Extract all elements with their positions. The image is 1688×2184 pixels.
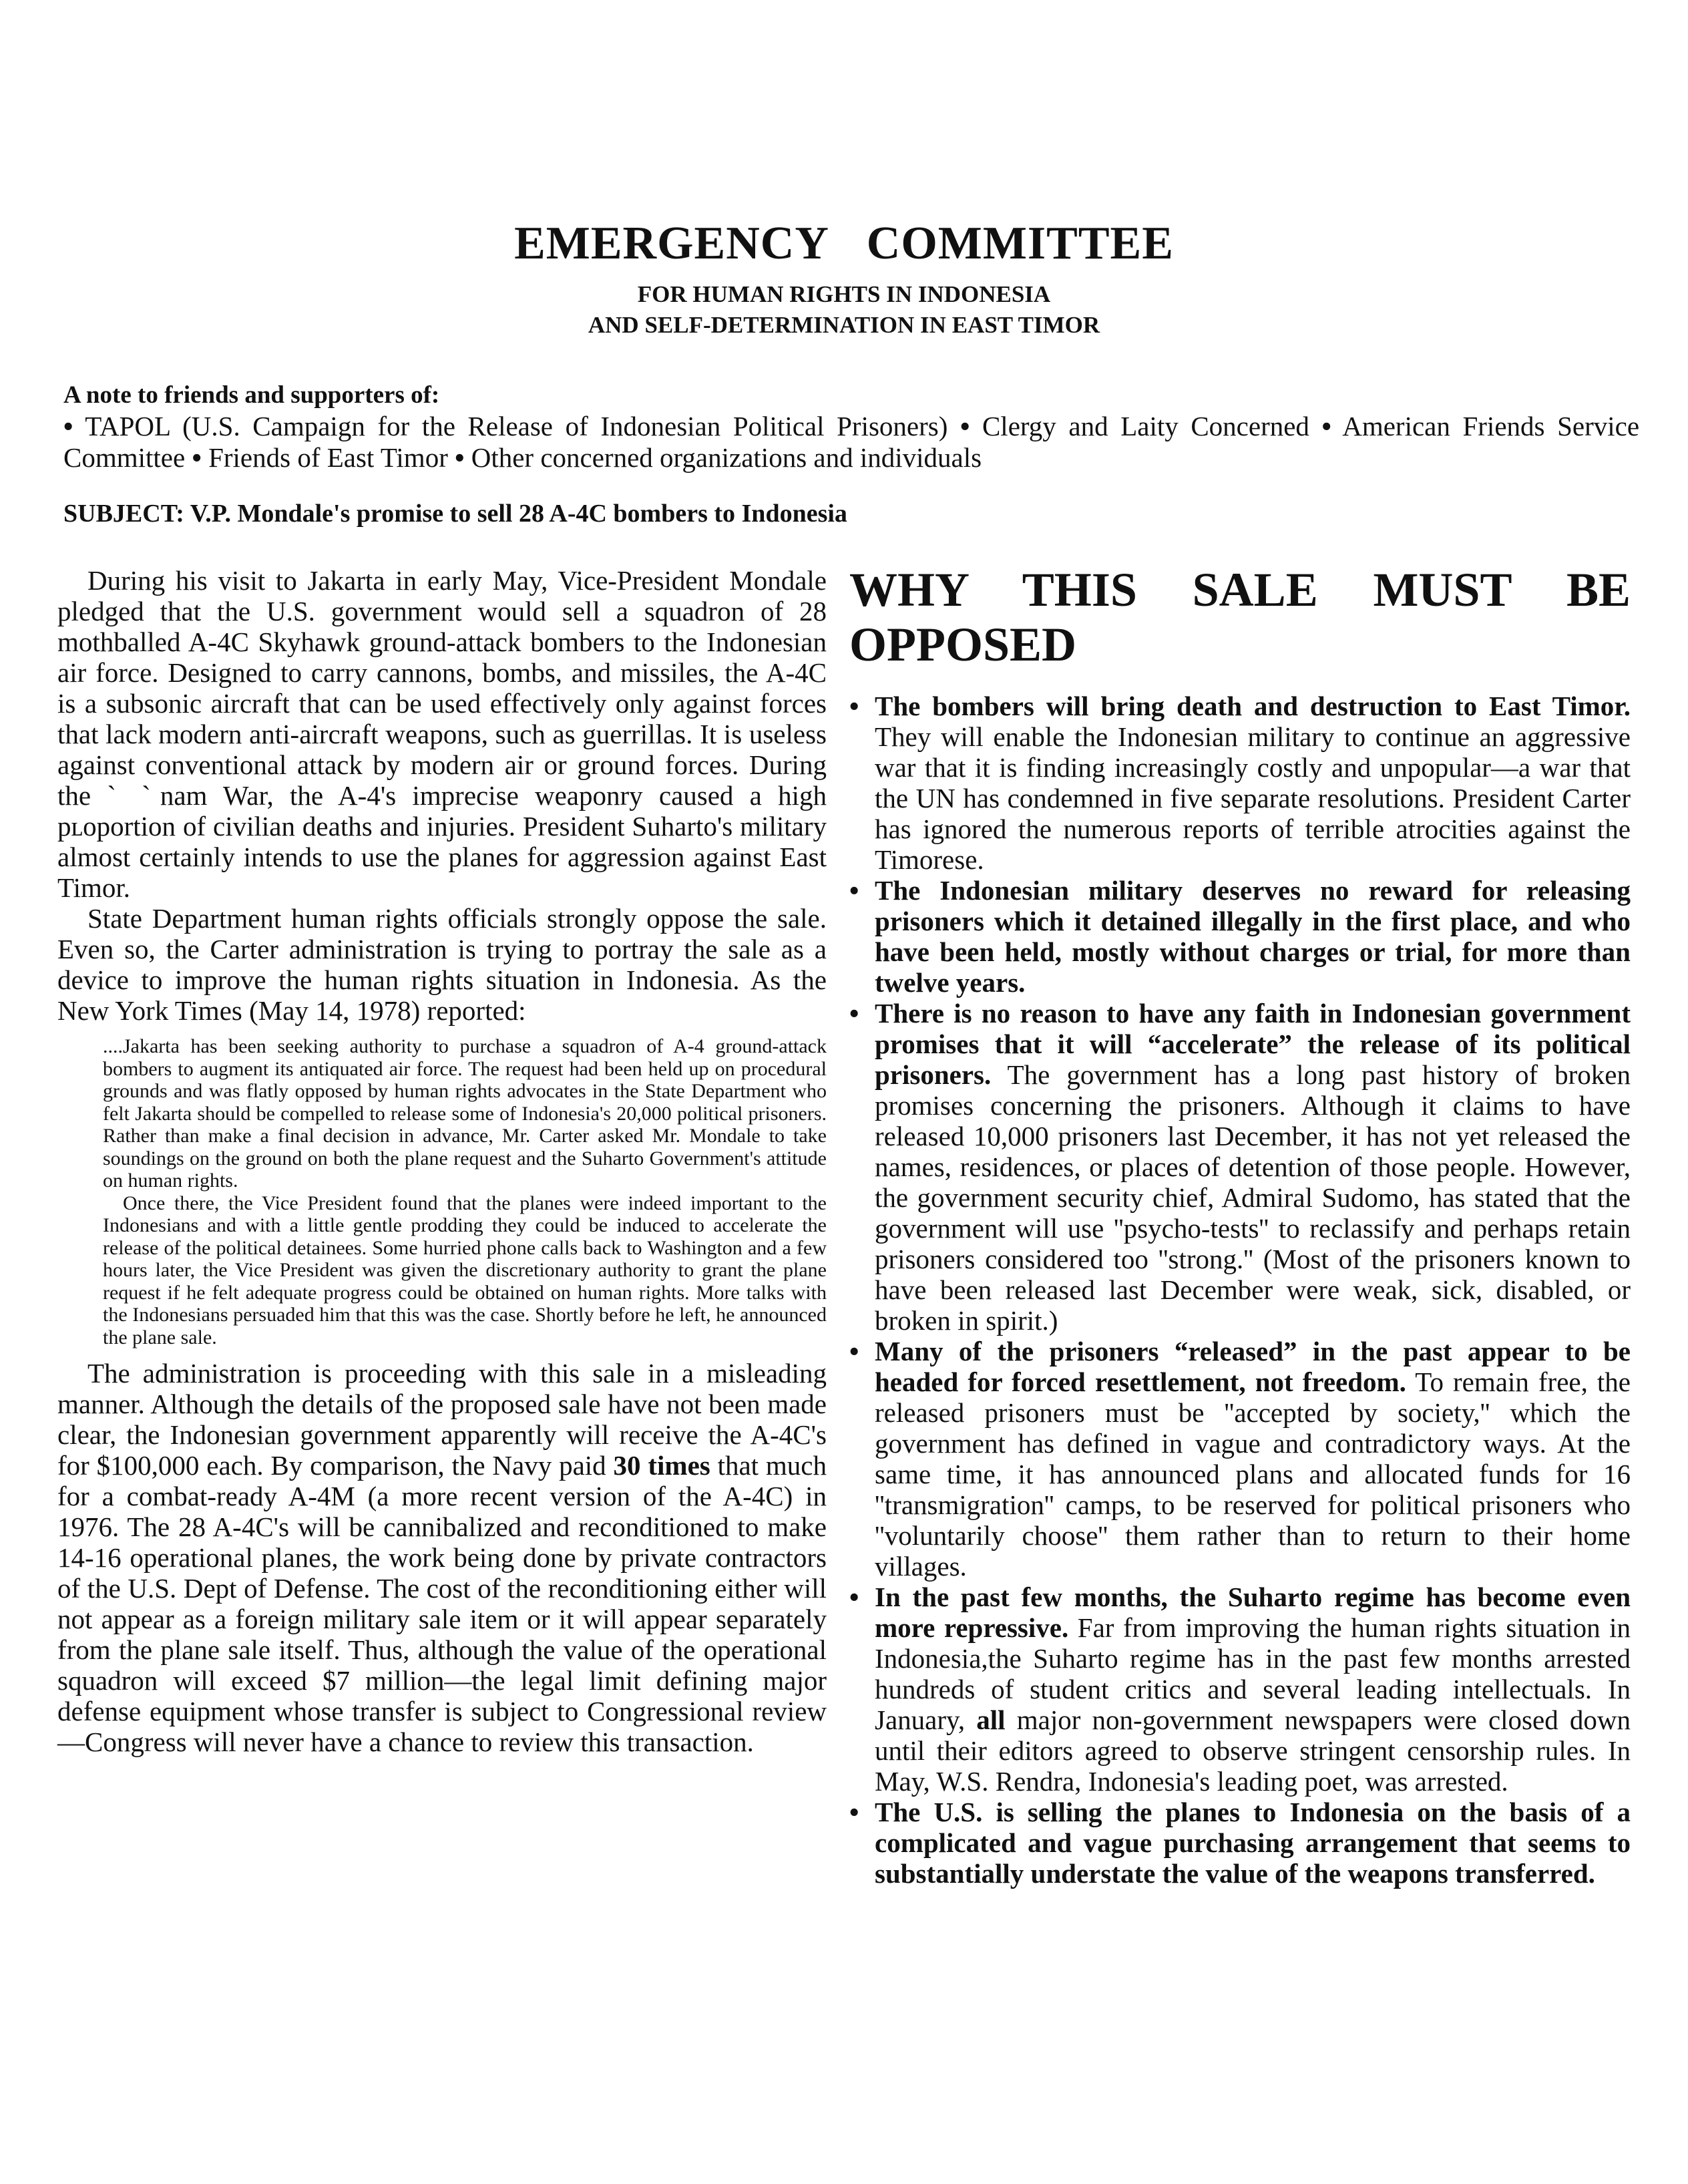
list-item	[849, 1582, 1631, 1797]
list-item	[849, 691, 1631, 875]
note-block	[63, 379, 1639, 474]
point-body: The government has a long past history of broken promises concerning the prisoners. Although it claims to have released 10,000 prisoners last December, it has not yet released the names, residences, or places of detention of those people. However, the government security chief, Admiral Sudomo, has stated that the government will use ''psycho-tests'' to reclassify and perhaps retain prisoners considered too ''strong.'' (Most of the prisoners known to have been released last December were weak, sick, disabled, or broken in spirit.)	[875, 1059, 1631, 1336]
bullet-icon: •	[455, 442, 465, 473]
point-lead: The Indonesian military deserves no reward for releasing prisoners which it detained illegally in the first place, and who have been held, mostly without charges or trial, for more than twelve years.	[875, 875, 1631, 998]
recipient-item: Clergy and Laity Concerned	[982, 411, 1309, 441]
point-lead: The bombers will bring death and destruction to East Timor.	[875, 691, 1631, 721]
point-text: major non-government newspapers were closed down until their editors agreed to observe stringent censorship rules. In May, W.S. Rendra, Indonesia's leading poet, was arrested.	[875, 1704, 1631, 1797]
list-item	[849, 875, 1631, 998]
reasons-list	[849, 691, 1631, 1889]
block-quote	[103, 1035, 827, 1348]
recipient-item: Other concerned organizations and individuals	[471, 442, 982, 473]
subtitle-line-2: AND SELF-DETERMINATION IN EAST TIMOR	[588, 312, 1100, 338]
body-paragraph	[57, 1358, 827, 1757]
page-title: EMERGENCY COMMITTEE	[514, 218, 1174, 269]
point-text: Far from improving the human rights situation in Indonesia,the Suharto regime has in the past few months arrested hundreds of student critics and several leading intellectuals. In January,	[875, 1612, 1631, 1735]
bullet-icon: •	[849, 998, 859, 1029]
paragraph-text: The administration is proceeding with this sale in a misleading manner. Although the details of the proposed sale have not been made clear, the Indonesian government apparently will receive the A-4C's for $100,000 each. By comparison, the Navy paid	[57, 1358, 827, 1481]
bullet-icon: •	[849, 1582, 859, 1612]
list-item	[849, 1797, 1631, 1889]
point-body: They will enable the Indonesian military to continue an aggressive war that it is finding increasingly costly and unpopular—a war that the UN has condemned in five separate resolutions. President Carter has ignored the numerous reports of terrible atrocities against the Timorese.	[875, 721, 1631, 875]
section-heading: WHY THIS SALE MUST BE OPPOSED	[849, 563, 1631, 671]
bullet-icon: •	[1321, 411, 1331, 441]
paragraph-text: that much for a combat-ready A-4M (a more recent version of the A-4C) in 1976. The 28 A-4C's will be cannibalized and reconditioned to make 14-16 operational planes, the work being done by private contractors of the U.S. Dept of Defense. The cost of the reconditioning either will not appear as a foreign military sale item or it will appear separately from the plane sale itself. Thus, although the value of the operational squadron will exceed $7 million—the legal limit defining major defense equipment whose transfer is subject to Congressional review—Congress will never have a chance to review this transaction.	[57, 1450, 827, 1757]
subject-line: SUBJECT: V.P. Mondale's promise to sell 28 A-4C bombers to Indonesia	[63, 500, 847, 528]
point-lead: There is no reason to have any faith in Indonesian government promises that it will “accelerate” the release of its political prisoners.	[875, 998, 1631, 1090]
point-lead: In the past few months, the Suharto regime has become even more repressive.	[875, 1582, 1631, 1643]
emphasis-text: 30 times	[613, 1450, 710, 1481]
recipient-item: American Friends Service Committee	[63, 411, 1640, 473]
bullet-icon: •	[849, 1336, 859, 1367]
quote-paragraph: ....Jakarta has been seeking authority to purchase a squadron of A-4 ground-attack bombers to augment its antiquated air force. The request had been held up on procedural grounds and was flatly opposed by human rights advocates in the State Department who felt Jakarta should be compelled to release some of Indonesia's 20,000 political prisoners. Rather than make a final decision in advance, Mr. Carter asked Mr. Mondale to take soundings on the ground on both the plane request and the Suharto Government's attitude on human rights.	[103, 1035, 827, 1192]
subtitle-line-1: FOR HUMAN RIGHTS IN INDONESIA	[637, 281, 1051, 307]
bullet-icon: •	[192, 442, 202, 473]
emphasis-text: all	[976, 1704, 1006, 1735]
list-item	[849, 1336, 1631, 1582]
recipient-item: Friends of East Timor	[208, 442, 448, 473]
point-lead: Many of the prisoners “released” in the past appear to be headed for forced resettlement, not freedom.	[875, 1336, 1631, 1397]
point-body: To remain free, the released prisoners must be ''accepted by society,'' which the government has defined in vague and contradictory ways. At the same time, it has announced plans and allocated funds for 16 ''transmigration'' camps, to be reserved for political prisoners who ''voluntarily choose'' them rather than to return to their home villages.	[875, 1367, 1631, 1582]
recipient-list	[63, 411, 1639, 474]
bullet-icon: •	[849, 691, 859, 721]
bullet-icon: •	[63, 411, 73, 441]
point-lead: The U.S. is selling the planes to Indonesia on the basis of a complicated and vague purchasing arrangement that seems to substantially understate the value of the weapons transferred.	[875, 1797, 1631, 1889]
quote-paragraph: Once there, the Vice President found that the planes were indeed important to the Indonesians and with a little gentle prodding they could be induced to accelerate the release of the political detainees. Some hurried phone calls back to Washington and a few hours later, the Vice President was given the discretionary authority to grant the plane request if he felt adequate progress could be obtained on human rights. More talks with the Indonesians persuaded him that this was the case. Shortly before he left, he announced the plane sale.	[103, 1192, 827, 1348]
left-column	[57, 565, 827, 1757]
recipient-item: TAPOL (U.S. Campaign for the Release of Indonesian Political Prisoners)	[85, 411, 948, 441]
bullet-icon: •	[849, 875, 859, 906]
bullet-icon: •	[849, 1797, 859, 1827]
body-paragraph: State Department human rights officials strongly oppose the sale. Even so, the Carter administration is trying to portray the sale as a device to improve the human rights situation in Indonesia. As the New York Times (May 14, 1978) reported:	[57, 903, 827, 1026]
bullet-icon: •	[960, 411, 970, 441]
note-heading: A note to friends and supporters of:	[63, 381, 440, 409]
body-paragraph: During his visit to Jakarta in early May, Vice-President Mondale pledged that the U.S. government would sell a squadron of 28 mothballed A-4C Skyhawk ground-attack bombers to the Indonesian air force. Designed to carry cannons, bombs, and missiles, the A-4C is a subsonic aircraft that can be used effectively only against forces that lack modern anti-aircraft weapons, such as guerrillas. It is useless against conventional attack by modern air or ground forces. During the ˋ ˋnam War, the A-4's imprecise weaponry caused a high pʟoportion of civilian deaths and injuries. President Suharto's military almost certainly intends to use the planes for aggression against East Timor.	[57, 565, 827, 903]
list-item	[849, 998, 1631, 1336]
page-subtitle	[0, 279, 1688, 341]
right-column	[849, 562, 1631, 1889]
